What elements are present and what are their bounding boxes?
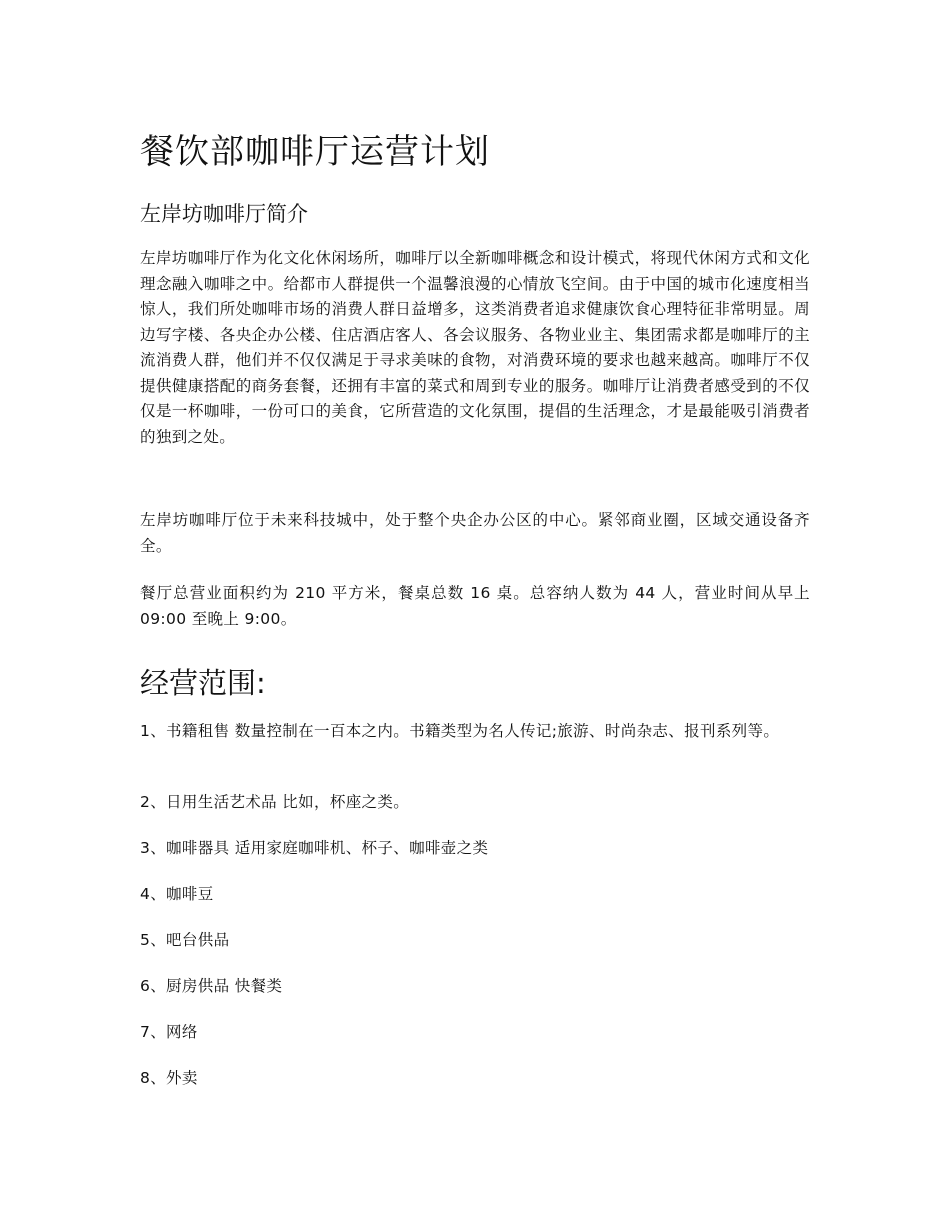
scope-item-takeout: 8、外卖 (140, 1069, 198, 1087)
scope-item-coffee-beans: 4、咖啡豆 (140, 885, 214, 903)
document-title: 餐饮部咖啡厅运营计划 (140, 132, 490, 172)
intro-paragraph: 左岸坊咖啡厅作为化文化休闲场所，咖啡厅以全新咖啡概念和设计模式，将现代休闲方式和文化理念融入咖啡之中。给都市人群提供一个温馨浪漫的心情放飞空间。由于中国的城市化速度相当惊人，我们所处咖啡市场的消费人群日益增多，这类消费者追求健康饮食心理特征非常明显。周边写字楼、各央企办公楼、住店酒店客人、各会议服务、各物业业主、集团需求都是咖啡厅的主流消费人群，他们并不仅仅满足于寻求美味的食物，对消费环境的要求也越来越高。咖啡厅不仅提供健康搭配的商务套餐，还拥有丰富的菜式和周到专业的服务。咖啡厅让消费者感受到的不仅仅是一杯咖啡，一份可口的美食，它所营造的文化氛围，提倡的生活理念，才是最能吸引消费者的独到之处。 (140, 249, 810, 446)
scope-item-daily-art: 2、日用生活艺术品 比如，杯座之类。 (140, 793, 410, 811)
scope-heading: 经营范围: (140, 666, 266, 700)
location-paragraph: 左岸坊咖啡厅位于未来科技城中，处于整个央企办公区的中心。紧邻商业圈，区域交通设备齐全。 (140, 511, 810, 555)
capacity-paragraph: 餐厅总营业面积约为 210 平方米，餐桌总数 16 桌。总容纳人数为 44 人，营业时间从早上 09:00 至晚上 9:00。 (140, 584, 810, 628)
intro-heading: 左岸坊咖啡厅简介 (140, 202, 308, 226)
scope-item-bar-supplies: 5、吧台供品 (140, 931, 230, 949)
scope-item-books: 1、书籍租售 数量控制在一百本之内。书籍类型为名人传记;旅游、时尚杂志、报刊系列等。 (140, 722, 780, 740)
scope-item-coffee-equipment: 3、咖啡器具 适用家庭咖啡机、杯子、咖啡壶之类 (140, 839, 489, 857)
scope-item-kitchen-supplies: 6、厨房供品 快餐类 (140, 977, 283, 995)
scope-item-network: 7、网络 (140, 1023, 198, 1041)
